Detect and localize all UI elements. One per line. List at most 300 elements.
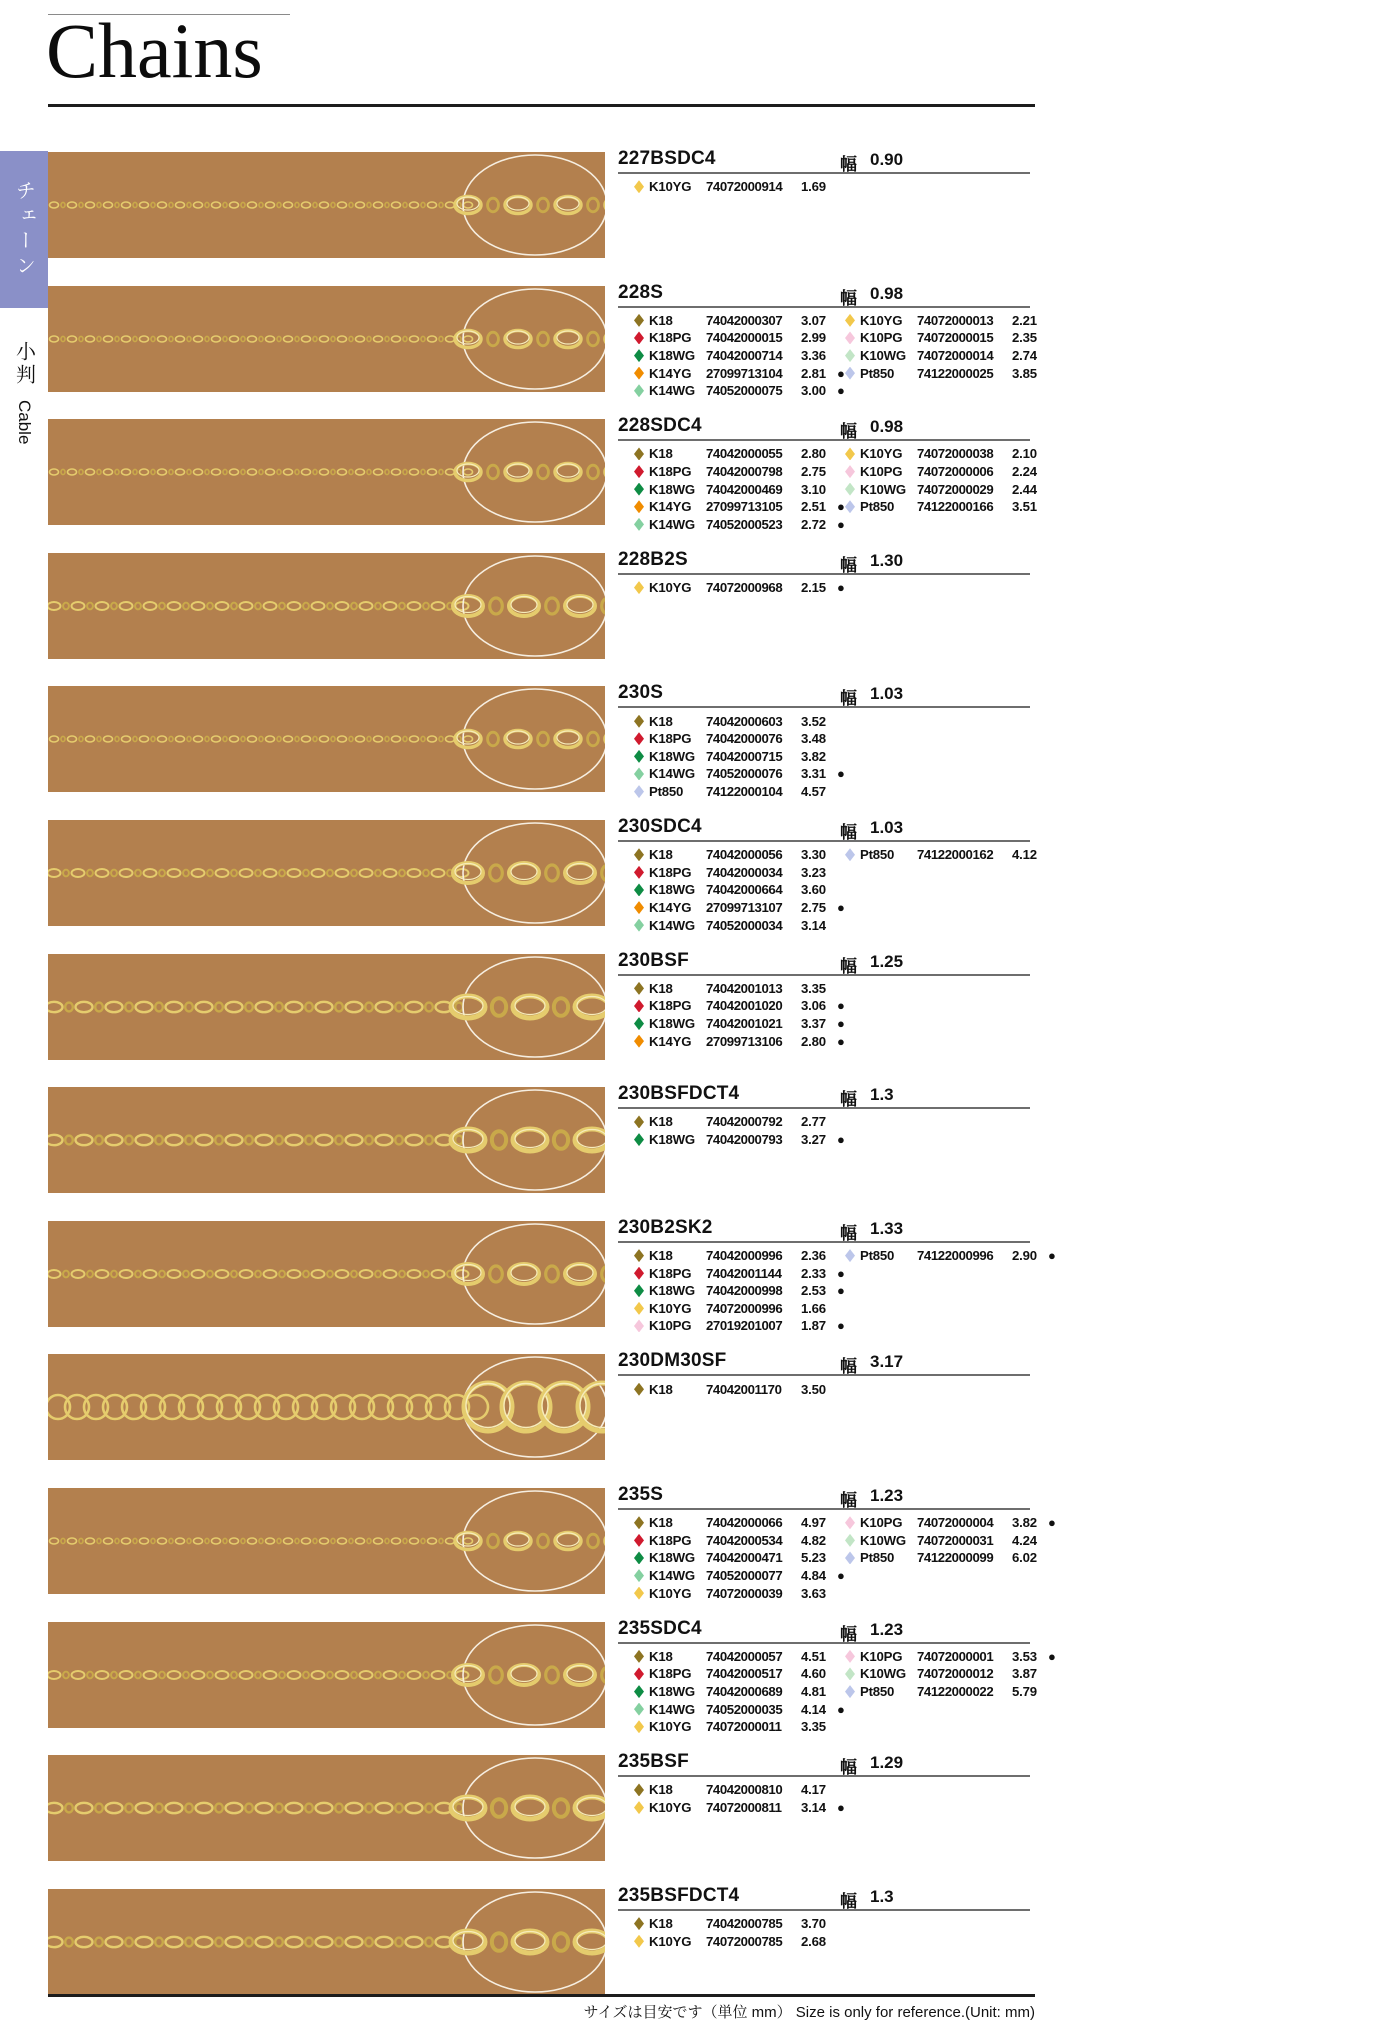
variant-row [634,748,840,766]
chain-image [48,820,605,926]
variant-row [845,312,1051,330]
material-diamond-icon [634,715,644,728]
variant-row [634,1131,845,1149]
width-value: 0.98 [870,417,904,437]
variant-column-left [634,579,845,597]
material-diamond-icon [634,581,644,594]
weight-value: 4.12 [1012,847,1037,863]
variant-row [634,997,845,1015]
weight-value: 3.00 [801,383,826,399]
variant-row [634,783,840,801]
variant-column-right [845,312,1051,400]
chain-photo [48,1488,605,1594]
weight-value: 3.48 [801,731,826,747]
material-label: K18PG [649,864,692,880]
product-block [618,1617,1056,1736]
product-block [618,816,1035,934]
product-block [618,1885,1035,1950]
product-header [618,1618,1030,1644]
weight-value: 3.27 [801,1132,826,1148]
material-diamond-icon [634,1516,644,1529]
material-diamond-icon [634,1667,644,1680]
product-block [618,1751,1035,1816]
product-number: 74042000055 [706,446,783,462]
product-code: 230SDC4 [618,816,702,837]
variant-row [634,846,840,864]
weight-value: 3.06 [801,998,826,1014]
material-label: K18PG [649,464,692,480]
material-diamond-icon [634,767,644,780]
material-label: Pt850 [860,1684,895,1700]
chain-image [48,1889,605,1995]
product-header [618,1484,1030,1510]
weight-value: 6.02 [1012,1550,1037,1566]
product-number: 74042000015 [706,330,783,346]
weight-value: 3.10 [801,481,826,497]
sidebar-category-ja: 小判 [12,341,35,387]
variant-row [634,1718,840,1736]
material-diamond-icon [845,367,855,380]
variant-row [845,445,1051,463]
width-value: 0.90 [870,150,904,169]
variant-column-left [634,312,845,400]
product-header [618,1083,1030,1109]
variant-row [845,364,1051,382]
product-code: 235S [618,1484,664,1505]
sidebar-tab-chain [0,151,48,308]
variant-row [634,1915,840,1933]
variant-row [845,1514,1056,1532]
chain-image [48,1354,605,1460]
product-number: 74042000996 [706,1248,783,1264]
weight-value: 2.90 [1012,1248,1037,1264]
material-diamond-icon [634,331,644,344]
product-header [618,415,1030,441]
weight-value: 2.35 [1012,330,1037,346]
made-to-order-dot-icon: ● [837,499,845,515]
made-to-order-dot-icon: ● [837,998,845,1014]
weight-value: 4.14 [801,1701,826,1717]
product-number: 74122000162 [917,847,994,863]
variant-column-left [634,178,840,196]
header-divider [48,104,1035,107]
material-label: K10WG [860,1532,906,1548]
chain-image [48,152,605,258]
material-diamond-icon [845,1534,855,1547]
product-number: 74042001013 [706,980,783,996]
material-diamond-icon [845,483,855,496]
weight-value: 3.82 [1012,1515,1037,1531]
variant-row [634,579,845,597]
made-to-order-dot-icon: ● [837,900,845,916]
product-number: 74042000810 [706,1782,783,1798]
width-label: 幅 [840,422,857,442]
material-diamond-icon [845,848,855,861]
variant-column-left [634,1781,845,1816]
width-value: 1.30 [870,550,904,570]
width-value: 1.25 [870,951,904,971]
width-value: 1.33 [870,1218,904,1238]
variant-row [634,881,840,899]
made-to-order-dot-icon: ● [837,516,845,532]
variant-row [845,463,1051,481]
product-block [618,950,1035,1050]
weight-value: 3.23 [801,864,826,880]
weight-value: 2.72 [801,516,826,532]
weight-value: 2.75 [801,464,826,480]
weight-value: 3.37 [801,1016,826,1032]
width-label: 幅 [840,155,857,174]
product-number: 74042000603 [706,713,783,729]
material-diamond-icon [634,518,644,531]
variant-row [634,1932,840,1950]
chain-photo [48,419,605,525]
product-number: 74042001020 [706,998,783,1014]
variant-columns [618,445,1035,533]
product-header [618,1217,1030,1243]
variant-column-left [634,1648,845,1736]
variant-columns [618,178,1035,196]
weight-value: 3.60 [801,882,826,898]
product-number: 74072000038 [917,446,994,462]
material-label: Pt850 [860,365,895,381]
weight-value: 3.35 [801,1719,826,1735]
product-header [618,1350,1030,1376]
material-label: K18WG [649,1283,695,1299]
variant-row [634,1648,840,1666]
variant-row [634,1317,845,1335]
variant-row [634,1683,840,1701]
material-label: K18PG [649,731,692,747]
variant-row [634,1264,845,1282]
variant-row [634,1549,840,1567]
material-label: K10YG [860,312,903,328]
variant-row [634,382,845,400]
product-header [618,148,1030,174]
product-header [618,1885,1030,1911]
product-number: 74042000792 [706,1114,783,1130]
material-label: K18 [649,1515,673,1531]
product-block [618,682,1035,800]
weight-value: 3.30 [801,847,826,863]
product-number: 74042000066 [706,1515,783,1531]
weight-value: 3.14 [801,1800,826,1816]
material-diamond-icon [634,483,644,496]
material-diamond-icon [634,1801,644,1814]
material-label: K18WG [649,1684,695,1700]
made-to-order-dot-icon: ● [837,1033,845,1049]
chain-photo [48,1221,605,1327]
material-label: K14YG [649,900,692,916]
product-number: 74042001144 [706,1265,782,1281]
variant-row [634,1032,845,1050]
sidebar-category-en: Cable [15,400,34,445]
product-number: 74042001021 [706,1016,783,1032]
weight-value: 4.24 [1012,1532,1037,1548]
product-number: 74072000785 [706,1933,783,1949]
variant-row [634,178,840,196]
width-label: 幅 [840,1758,857,1778]
product-number: 74052000035 [706,1701,783,1717]
product-number: 74122000104 [706,784,783,800]
material-label: K10WG [860,1666,906,1682]
made-to-order-dot-icon: ● [1048,1515,1056,1531]
material-diamond-icon [845,447,855,460]
chain-photo [48,820,605,926]
material-diamond-icon [634,750,644,763]
made-to-order-dot-icon: ● [1048,1648,1056,1664]
material-diamond-icon [634,1017,644,1030]
product-header [618,282,1030,308]
chain-image [48,954,605,1060]
width-label: 幅 [840,1090,857,1110]
product-number: 74072000029 [917,481,994,497]
product-number: 74042001170 [706,1381,782,1397]
variant-column-right [845,445,1051,533]
product-number: 74042000785 [706,1916,783,1932]
material-diamond-icon [845,1551,855,1564]
chain-photo [48,686,605,792]
variant-columns [618,1781,1035,1816]
chain-image [48,686,605,792]
product-number: 74122000025 [917,365,994,381]
variant-column-left [634,1915,840,1950]
variant-row [634,312,840,330]
variant-columns [618,846,1035,934]
variant-column-left [634,1514,845,1602]
material-label: K14WG [649,917,695,933]
width-value: 3.17 [870,1352,904,1372]
product-header [618,950,1030,976]
weight-value: 4.81 [801,1684,826,1700]
chain-photo [48,1622,605,1728]
weight-value: 2.74 [1012,348,1037,364]
width-label: 幅 [840,1491,857,1510]
chain-image [48,419,605,525]
product-number: 74052000034 [706,917,783,933]
weight-value: 2.24 [1012,464,1037,480]
width-label: 幅 [840,1624,857,1644]
product-number: 74072000996 [706,1300,783,1316]
material-diamond-icon [634,999,644,1012]
made-to-order-dot-icon: ● [837,1800,845,1816]
material-diamond-icon [845,465,855,478]
width-value: 1.3 [870,1085,894,1105]
product-block [618,415,1035,533]
product-block [618,282,1035,400]
product-code: 230B2SK2 [618,1216,713,1238]
material-label: K10PG [860,330,903,346]
material-diamond-icon [634,384,644,397]
variant-column-right [845,1113,1035,1148]
made-to-order-dot-icon: ● [837,580,845,596]
material-label: K14YG [649,1033,692,1049]
width-label: 幅 [840,956,857,976]
variant-column-left [634,846,845,934]
material-label: K18 [649,312,673,328]
variant-row [634,463,840,481]
product-number: 74042000057 [706,1648,783,1664]
product-number: 74072000039 [706,1585,783,1601]
width-label: 幅 [840,689,857,709]
width-value: 1.23 [870,1619,904,1639]
variant-row [634,445,840,463]
variant-row [634,980,840,998]
material-diamond-icon [845,1685,855,1698]
chain-photo [48,954,605,1060]
variant-row [634,899,845,917]
variant-row [634,864,840,882]
chain-photo [48,1755,605,1861]
weight-value: 5.79 [1012,1684,1037,1700]
sidebar-tab-label: チェーン [12,179,35,280]
weight-value: 4.84 [801,1568,826,1584]
product-code: 228SDC4 [618,415,702,437]
material-diamond-icon [634,1703,644,1716]
weight-value: 1.69 [801,179,826,195]
material-diamond-icon [634,1284,644,1297]
variant-column-left [634,1380,840,1398]
product-number: 27099713106 [706,1033,783,1049]
product-block [618,549,1035,597]
material-label: Pt850 [860,499,895,515]
made-to-order-dot-icon: ● [837,766,845,782]
product-number: 74072000013 [917,312,994,328]
variant-column-right [845,712,1035,800]
material-diamond-icon [845,1667,855,1680]
weight-value: 2.51 [801,499,826,515]
product-block [618,1484,1056,1602]
material-label: K18 [649,1782,673,1798]
material-diamond-icon [634,1783,644,1796]
product-number: 74052000076 [706,766,783,782]
product-number: 74042000034 [706,864,783,880]
product-number: 74042000715 [706,748,783,764]
product-number: 74072000811 [706,1800,782,1816]
weight-value: 3.87 [1012,1666,1037,1682]
material-diamond-icon [634,465,644,478]
variant-columns [618,1915,1035,1950]
weight-value: 3.07 [801,312,826,328]
variant-row [634,1781,840,1799]
material-diamond-icon [845,500,855,513]
weight-value: 2.15 [801,580,826,596]
product-block [618,148,1035,196]
weight-value: 2.10 [1012,446,1037,462]
material-diamond-icon [634,732,644,745]
width-label: 幅 [840,288,857,308]
material-label: Pt850 [860,1550,895,1566]
product-number: 74072000001 [917,1648,994,1664]
material-label: K18WG [649,348,695,364]
product-number: 74042000793 [706,1132,783,1148]
product-block [618,1350,1035,1398]
product-number: 27019201007 [706,1318,783,1334]
product-number: 74122000166 [917,499,994,515]
product-code: 227BSDC4 [618,148,716,169]
footer-note: サイズは目安です（単位 mm） Size is only for reference.(Unit: mm) [583,2004,1035,2021]
chain-photo [48,152,605,258]
made-to-order-dot-icon: ● [837,383,845,399]
material-diamond-icon [845,331,855,344]
made-to-order-dot-icon: ● [837,1568,845,1584]
variant-column-right [845,1380,1035,1398]
weight-value: 3.31 [801,766,826,782]
product-header [618,549,1030,575]
weight-value: 3.35 [801,980,826,996]
variant-row [845,1532,1051,1550]
product-code: 230DM30SF [618,1350,727,1372]
made-to-order-dot-icon: ● [837,1701,845,1717]
material-label: K10PG [860,1515,903,1531]
page-title: Chains [46,7,263,94]
variant-column-right [845,579,1035,597]
product-header [618,682,1030,708]
variant-row [845,329,1051,347]
variant-row [845,480,1051,498]
product-number: 27099713104 [706,365,783,381]
variant-columns [618,579,1035,597]
product-number: 74072000015 [917,330,994,346]
variant-column-right [845,1915,1035,1950]
material-label: K18WG [649,748,695,764]
material-diamond-icon [634,180,644,193]
material-label: K18 [649,980,673,996]
material-label: K18WG [649,1016,695,1032]
chain-image [48,286,605,392]
weight-value: 4.82 [801,1532,826,1548]
variant-column-left [634,1247,845,1335]
made-to-order-dot-icon: ● [837,365,845,381]
variant-columns [618,1380,1035,1398]
variant-row [634,364,845,382]
material-label: Pt850 [860,847,895,863]
product-number: 74072000014 [917,348,994,364]
product-number: 74042000076 [706,731,783,747]
variant-row [634,730,840,748]
weight-value: 1.87 [801,1318,826,1334]
weight-value: 3.51 [1012,499,1037,515]
variant-row [634,1665,840,1683]
weight-value: 4.57 [801,784,826,800]
variant-columns [618,312,1035,400]
width-value: 1.03 [870,684,904,704]
variant-row [845,1549,1051,1567]
width-value: 1.03 [870,818,904,837]
product-header [618,1751,1030,1777]
made-to-order-dot-icon: ● [837,1016,845,1032]
weight-value: 2.75 [801,900,826,916]
product-number: 74042000714 [706,348,783,364]
width-label: 幅 [840,555,857,575]
variant-column-right [845,846,1051,934]
weight-value: 3.70 [801,1916,826,1932]
material-diamond-icon [634,848,644,861]
material-diamond-icon [634,314,644,327]
product-code: 228S [618,281,664,303]
variant-row [634,1584,840,1602]
material-label: K14WG [649,383,695,399]
material-label: K18 [649,713,673,729]
variant-row [634,329,840,347]
material-diamond-icon [634,1319,644,1332]
weight-value: 3.36 [801,348,826,364]
variant-row [634,1282,845,1300]
variant-row [634,1700,845,1718]
weight-value: 3.52 [801,713,826,729]
material-diamond-icon [634,919,644,932]
material-label: Pt850 [649,784,684,800]
